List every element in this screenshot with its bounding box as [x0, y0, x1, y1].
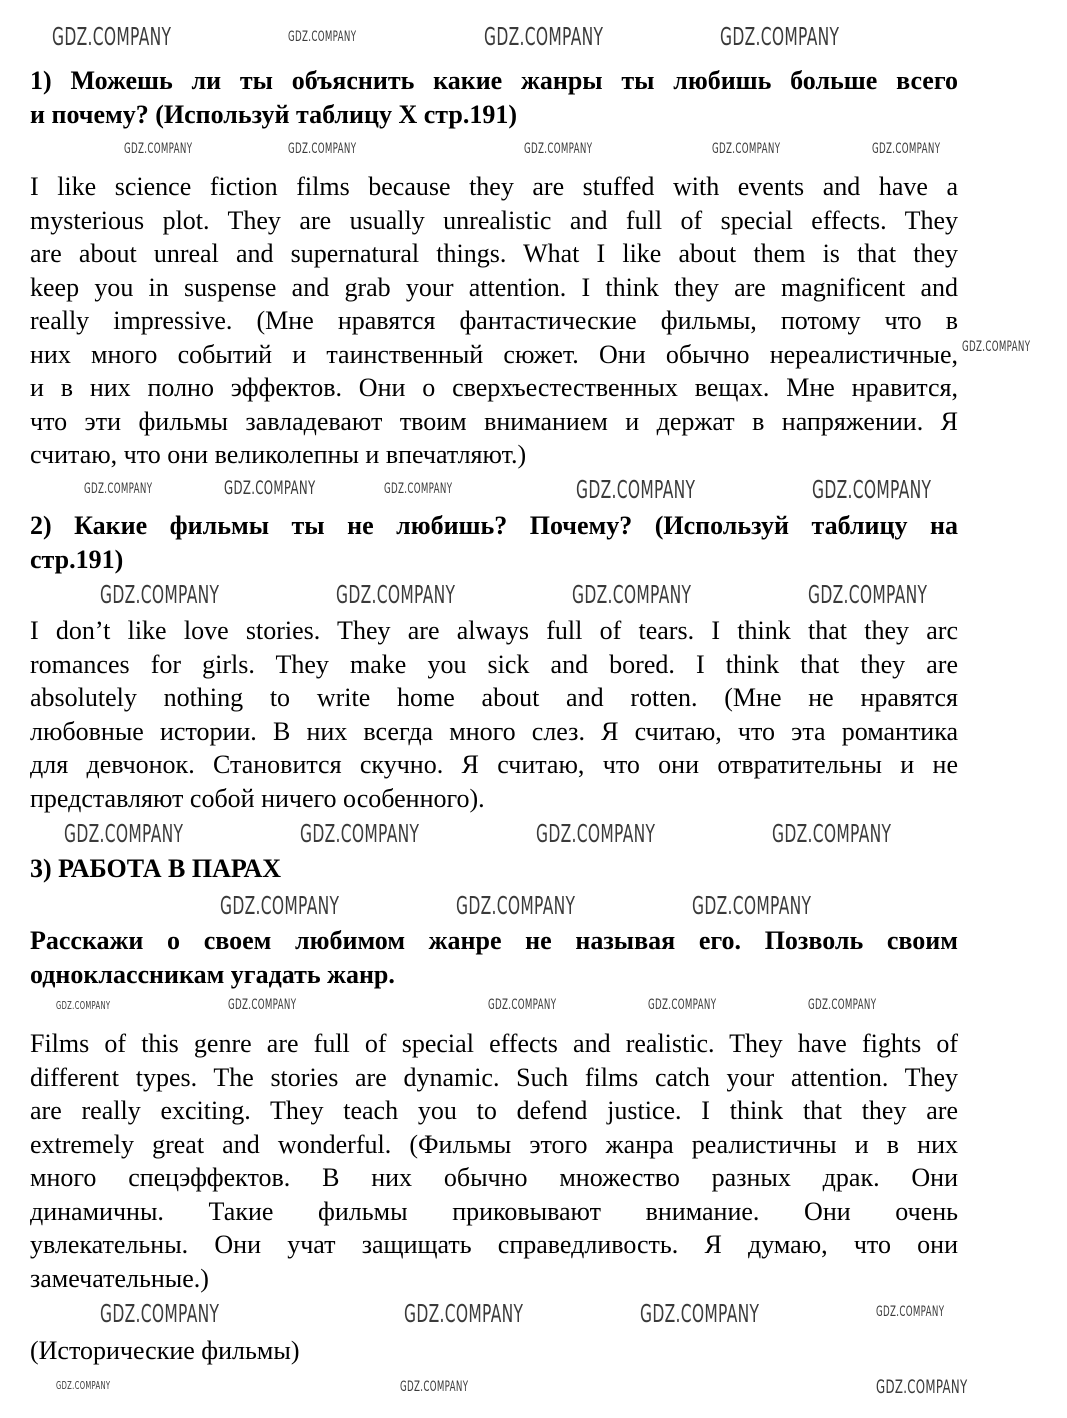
- answer-2: I don’t like love stories. They are always full of tears. I think that they arc romances for girls. They make you sick and bored. I think that they are absolutely nothing to write home about and rotten. (Мне не нравятся любовные истории. В них всегда много слез. Я считаю, что эта романтика для девчонок. Становится скучно. Я считаю, что они отвратительны и не представляют собой ничего особенного).: [30, 616, 958, 813]
- watermark: GDZ.COMPANY: [962, 339, 1031, 355]
- watermark: GDZ.COMPANY: [648, 997, 717, 1013]
- watermark: GDZ.COMPANY: [772, 819, 892, 848]
- watermark: GDZ.COMPANY: [56, 999, 111, 1012]
- watermark: GDZ.COMPANY: [488, 997, 557, 1013]
- watermark: GDZ.COMPANY: [84, 481, 153, 497]
- watermark: GDZ.COMPANY: [100, 1299, 220, 1328]
- watermark: GDZ.COMPANY: [692, 891, 812, 920]
- watermark: GDZ.COMPANY: [224, 477, 316, 499]
- watermark: GDZ.COMPANY: [876, 1304, 945, 1320]
- watermark: GDZ.COMPANY: [404, 1299, 524, 1328]
- watermark: GDZ.COMPANY: [712, 141, 781, 157]
- genre-guess: (Исторические фильмы): [30, 1336, 300, 1365]
- watermark: GDZ.COMPANY: [484, 22, 604, 51]
- watermark: GDZ.COMPANY: [812, 475, 932, 504]
- watermark: GDZ.COMPANY: [52, 22, 172, 51]
- watermark: GDZ.COMPANY: [720, 22, 840, 51]
- watermark: GDZ.COMPANY: [572, 580, 692, 609]
- watermark: GDZ.COMPANY: [872, 141, 941, 157]
- section-3-title: 3) РАБОТА В ПАРАХ: [30, 854, 281, 883]
- watermark: GDZ.COMPANY: [336, 580, 456, 609]
- watermark: GDZ.COMPANY: [124, 141, 193, 157]
- watermark: GDZ.COMPANY: [228, 997, 297, 1013]
- question-2-heading: 2) Какие фильмы ты не любишь? Почему? (Используй таблицу на стр.191): [30, 511, 958, 574]
- watermark: GDZ.COMPANY: [384, 481, 453, 497]
- task-3: Расскажи о своем любимом жанре не называя его. Позволь своим одноклассникам угадать жанр.: [30, 926, 958, 989]
- watermark: GDZ.COMPANY: [288, 141, 357, 157]
- watermark: GDZ.COMPANY: [808, 997, 877, 1013]
- watermark: GDZ.COMPANY: [808, 580, 928, 609]
- watermark: GDZ.COMPANY: [64, 819, 184, 848]
- watermark: GDZ.COMPANY: [56, 1379, 111, 1392]
- answer-3: Films of this genre are full of special effects and realistic. They have fights of different types. The stories are dynamic. Such films catch your attention. They are really exciting. They teach you to defend justice. I think that they are extremely great and wonderful. (Фильмы этого жанра реалистичны и в них много спецэффектов. В них обычно множество разных драк. Они динамичны. Такие фильмы приковывают внимание. Они очень увлекательны. Они учат защищать справедливость. Я думаю, что они замечательные.): [30, 1029, 958, 1293]
- watermark: GDZ.COMPANY: [876, 1376, 968, 1398]
- watermark: GDZ.COMPANY: [288, 29, 357, 45]
- answer-1: I like science fiction films because they are stuffed with events and have a mysterious plot. They are usually unrealistic and full of special effects. They are about unreal and supernatural things. What I like about them is that they keep you in suspense and grab your attention. I think they are magnificent and really impressive. (Мне нравятся фантастические фильмы, потому что в них много событий и таинственный сюжет. Они обычно нереалистичные, и в них полно эффектов. Они о сверхъестественных вещах. Мне нравится, что эти фильмы завладевают твоим вниманием и держат в напряжении. Я считаю, что они великолепны и впечатляют.): [30, 172, 958, 469]
- watermark: GDZ.COMPANY: [100, 580, 220, 609]
- watermark: GDZ.COMPANY: [524, 141, 593, 157]
- watermark: GDZ.COMPANY: [576, 475, 696, 504]
- watermark: GDZ.COMPANY: [400, 1379, 469, 1395]
- watermark: GDZ.COMPANY: [536, 819, 656, 848]
- watermark: GDZ.COMPANY: [300, 819, 420, 848]
- question-1-heading: 1) Можешь ли ты объяснить какие жанры ты любишь больше всего и почему? (Используй таблицу X стр.191): [30, 66, 958, 129]
- watermark: GDZ.COMPANY: [220, 891, 340, 920]
- watermark: GDZ.COMPANY: [456, 891, 576, 920]
- watermark: GDZ.COMPANY: [640, 1299, 760, 1328]
